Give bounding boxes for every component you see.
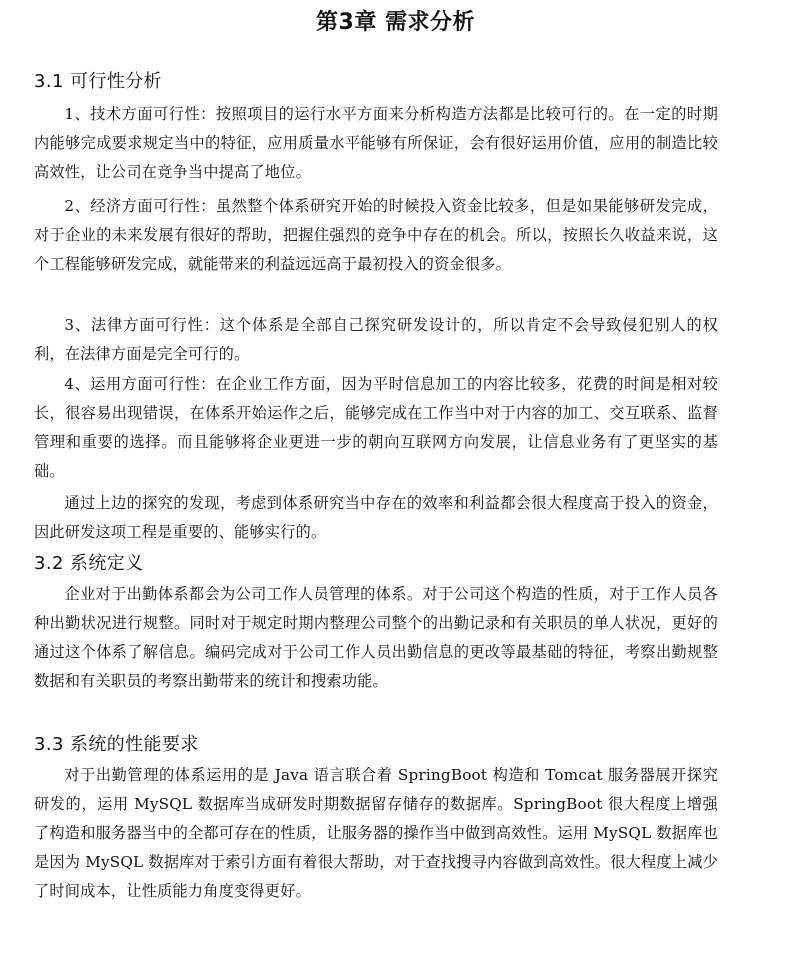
paragraph-legal-feasibility: 3、法律方面可行性：这个体系是全部自己探究研发设计的，所以肯定不会导致侵犯别人的权利，在法律方面是完全可行的。 [34, 316, 718, 363]
paragraph-feasibility-conclusion: 通过上边的探究的发现，考虑到体系研究当中存在的效率和利益都会很大程度高于投入的资金，因此研发这项工程是重要的、能够实行的。 [34, 494, 718, 541]
paragraph-economic-feasibility: 2、经济方面可行性：虽然整个体系研究开始的时候投入资金比较多，但是如果能够研发完成，对于企业的未来发展有很好的帮助，把握住强烈的竞争中存在的机会。所以，按照长久收益来说，这个工程能够研发完成，就能带来的利益远远高于最初投入的资金很多。 [34, 197, 718, 273]
chapter-title: 第3章 需求分析 [316, 10, 475, 35]
section-heading-3-1: 3.1 可行性分析 [34, 71, 162, 92]
paragraph-operational-feasibility: 4、运用方面可行性：在企业工作方面，因为平时信息加工的内容比较多，花费的时间是相对较长，很容易出现错误，在体系开始运作之后，能够完成在工作当中对于内容的加工、交互联系、监督管理和重要的选择。而且能够将企业更进一步的朝向互联网方向发展，让信息业务有了更坚实的基础。 [34, 375, 718, 480]
section-heading-3-3: 3.3 系统的性能要求 [34, 734, 199, 755]
section-heading-3-2: 3.2 系统定义 [34, 553, 144, 574]
paragraph-technical-feasibility: 1、技术方面可行性：按照项目的运行水平方面来分析构造方法都是比较可行的。在一定的时期内能够完成要求规定当中的特征，应用质量水平能够有所保证，会有很好运用价值，应用的制造比较高效性，让公司在竞争当中提高了地位。 [34, 105, 718, 181]
paragraph-system-definition: 企业对于出勤体系都会为公司工作人员管理的体系。对于公司这个构造的性质，对于工作人员各种出勤状况进行规整。同时对于规定时期内整理公司整个的出勤记录和有关职员的单人状况，更好的通过这个体系了解信息。编码完成对于公司工作人员出勤信息的更改等最基础的特征，考察出勤规整数据和有关职员的考察出勤带来的统计和搜索功能。 [34, 585, 718, 690]
paragraph-performance-requirements: 对于出勤管理的体系运用的是 Java 语言联合着 SpringBoot 构造和 Tomcat 服务器展开探究研发的，运用 MySQL 数据库当成研发时期数据留存储存的数据库。SpringBoot 很大程度上增强了构造和服务器当中的全都可存在的性质，让服务器的操作当中做到高效性。运用 MySQL 数据库也是因为 MySQL 数据库对于索引方面有着很大帮助，对于查找搜寻内容做到高效性。很大程度上减少了时间成本，让性质能力角度变得更好。 [34, 766, 718, 900]
